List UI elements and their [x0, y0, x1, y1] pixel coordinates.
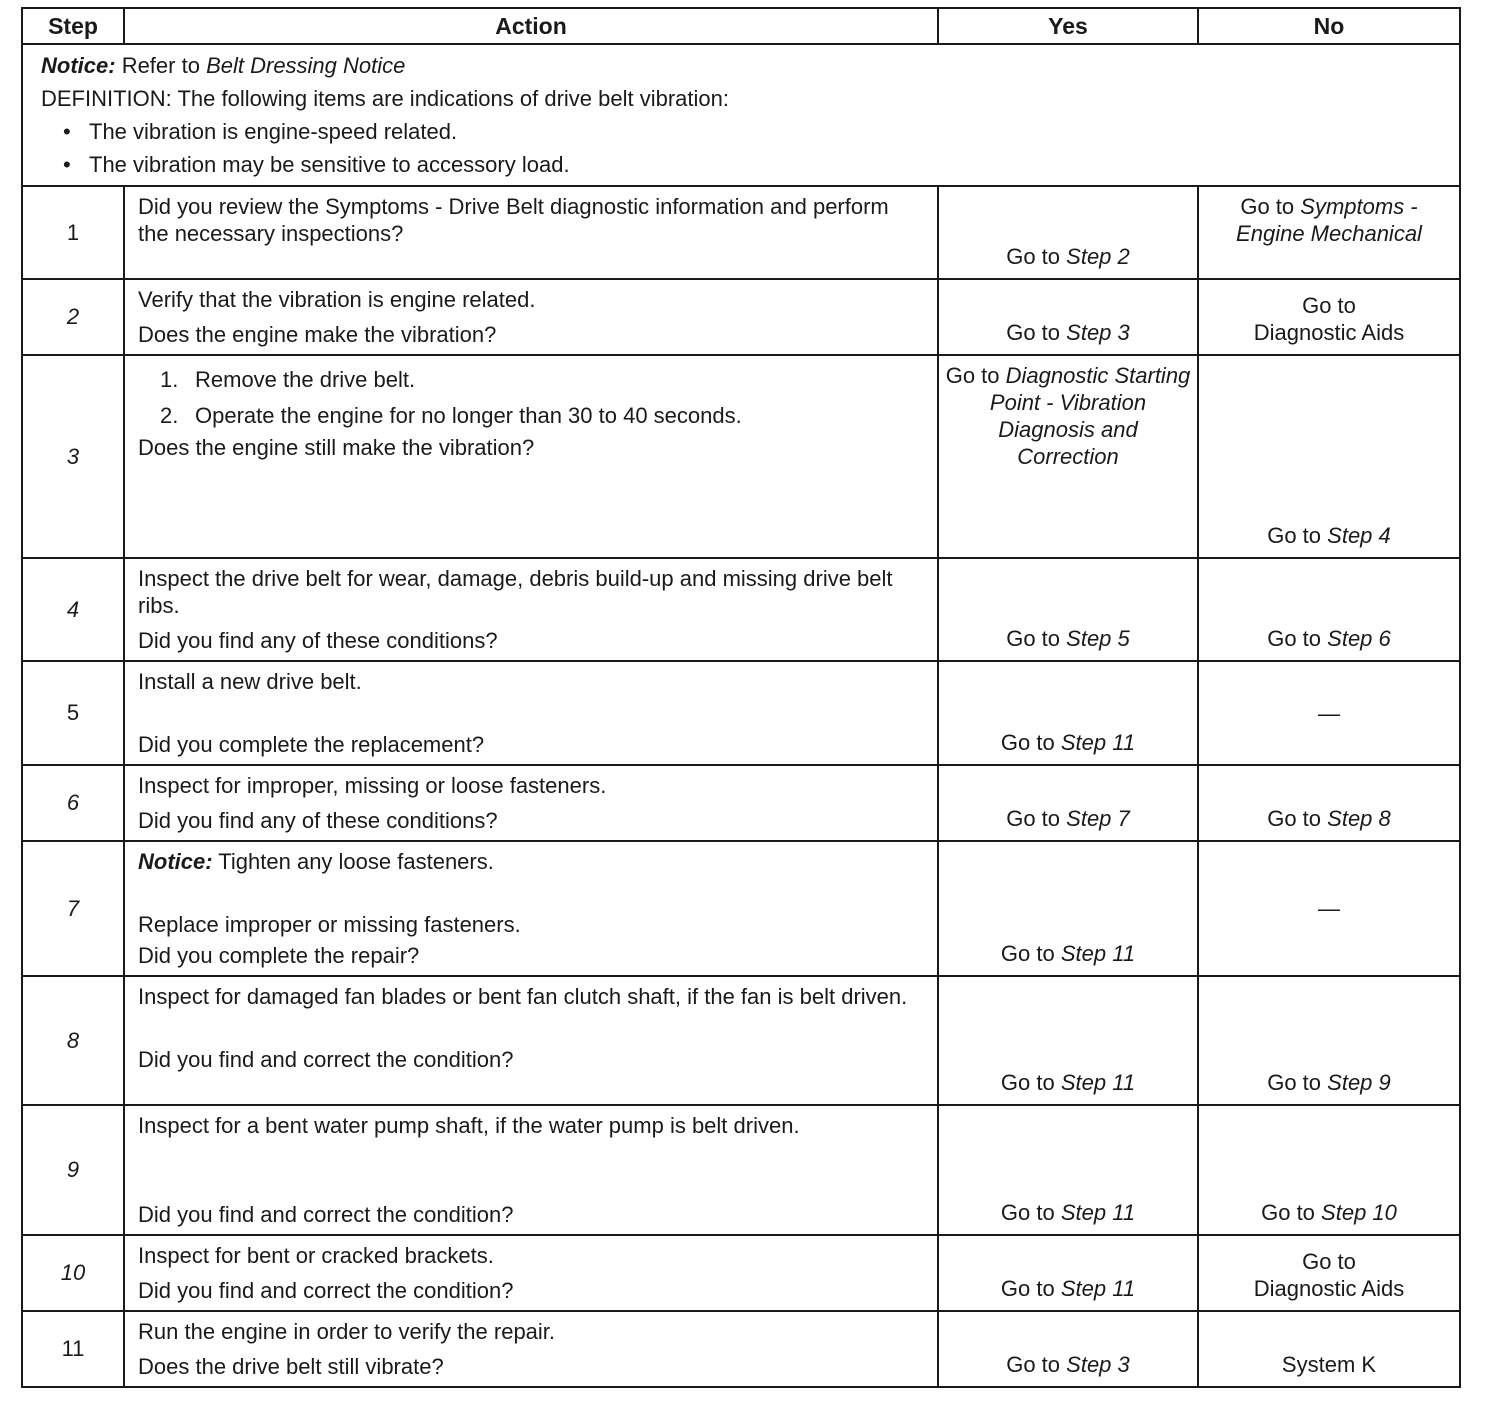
action-question: Does the engine still make the vibration? [138, 435, 535, 460]
notice-cell [22, 44, 1460, 186]
action-text: Inspect for a bent water pump shaft, if the water pump is belt driven. [138, 1113, 800, 1138]
no-prefix: Go to [1240, 194, 1295, 219]
step-number: 10 [22, 1235, 124, 1311]
yes-ref: Step 11 [1060, 1276, 1136, 1301]
action-cell [124, 661, 938, 765]
action-question: Did you find and correct the condition? [138, 1202, 514, 1227]
no-line2: Diagnostic Aids [1253, 1276, 1405, 1301]
action-text: Install a new drive belt. [138, 669, 362, 694]
step-number: 7 [22, 841, 124, 976]
no-ref: Step 10 [1321, 1200, 1397, 1225]
action-cell [124, 1235, 938, 1311]
yes-prefix: Go to [945, 363, 1000, 388]
action-cell [124, 186, 938, 279]
no-cell [1198, 765, 1460, 841]
no-prefix: Go to [1267, 523, 1322, 548]
action-question: Did you complete the repair? [138, 943, 420, 968]
table-row [22, 1235, 1460, 1311]
yes-cell [938, 1105, 1198, 1235]
header-yes: Yes [938, 8, 1198, 44]
action-text: Replace improper or missing fasteners. [138, 912, 521, 937]
no-prefix: Go to [1267, 806, 1322, 831]
step-number: 9 [22, 1105, 124, 1235]
table-row [22, 355, 1460, 558]
action-question: Did you find and correct the condition? [138, 1278, 514, 1303]
yes-cell [938, 1311, 1198, 1387]
action-cell [124, 976, 938, 1105]
table-row [22, 976, 1460, 1105]
yes-ref: Step 11 [1060, 1200, 1136, 1225]
no-ref: Step 6 [1327, 626, 1391, 651]
yes-ref: Step 7 [1066, 806, 1130, 831]
table-row [22, 765, 1460, 841]
step-number: 3 [22, 355, 124, 558]
yes-prefix: Go to [1000, 1070, 1055, 1095]
diagnostic-table [21, 7, 1461, 1388]
procedure-item: 1. Remove the drive belt. [160, 367, 416, 392]
action-cell [124, 355, 938, 558]
no-cell [1198, 355, 1460, 558]
table-row [22, 1311, 1460, 1387]
no-line1: Go to [1302, 293, 1356, 318]
yes-prefix: Go to [1006, 806, 1061, 831]
header-row [22, 8, 1460, 44]
notice-row [22, 44, 1460, 186]
no-cell [1198, 1105, 1460, 1235]
definition-list [41, 115, 1445, 181]
no-cell [1198, 1235, 1460, 1311]
action-text: Inspect for damaged fan blades or bent fan clutch shaft, if the fan is belt driven. [138, 984, 908, 1009]
no-cell: System K [1198, 1311, 1460, 1387]
step-number: 8 [22, 976, 124, 1105]
action-question: Did you complete the replacement? [138, 732, 485, 757]
no-cell: — [1198, 661, 1460, 765]
no-cell [1198, 279, 1460, 355]
header-step: Step [22, 8, 124, 44]
no-prefix: Go to [1267, 1070, 1322, 1095]
no-prefix: Go to [1261, 1200, 1315, 1225]
procedure-item: 2. Operate the engine for no longer than 30 to 40 seconds. [160, 403, 742, 428]
no-cell [1198, 186, 1460, 279]
notice-ref: Belt Dressing Notice [206, 53, 406, 78]
yes-prefix: Go to [1006, 320, 1061, 345]
no-ref: Symptoms - Engine Mechanical [1236, 194, 1422, 246]
yes-prefix: Go to [1000, 730, 1055, 755]
header-no: No [1198, 8, 1460, 44]
yes-ref: Step 3 [1066, 320, 1130, 345]
action-cell [124, 1105, 938, 1235]
notice-line [41, 49, 1445, 82]
step-number: 5 [22, 661, 124, 765]
table-row [22, 1105, 1460, 1235]
yes-cell [938, 1235, 1198, 1311]
step-number: 6 [22, 765, 124, 841]
action-text: Inspect the drive belt for wear, damage, debris build-up and missing drive belt ribs. [138, 566, 893, 618]
no-prefix: Go to [1267, 626, 1322, 651]
action-text: Did you review the Symptoms - Drive Belt diagnostic information and perform the necessary inspections? [138, 194, 889, 246]
action-question: Does the drive belt still vibrate? [138, 1354, 444, 1379]
yes-cell [938, 186, 1198, 279]
yes-cell [938, 355, 1198, 558]
action-cell [124, 1311, 938, 1387]
definition-text: DEFINITION: The following items are indications of drive belt vibration: [41, 86, 729, 111]
table-row [22, 558, 1460, 661]
no-cell [1198, 558, 1460, 661]
yes-ref: Step 5 [1066, 626, 1130, 651]
action-text: Verify that the vibration is engine related. [138, 287, 536, 312]
header-action: Action [124, 8, 938, 44]
action-cell [124, 279, 938, 355]
yes-prefix: Go to [1000, 941, 1055, 966]
yes-prefix: Go to [1006, 626, 1061, 651]
yes-cell [938, 558, 1198, 661]
action-text: Notice: Tighten any loose fasteners. [138, 849, 494, 874]
step-number: 2 [22, 279, 124, 355]
yes-cell [938, 279, 1198, 355]
yes-ref: Step 3 [1066, 1352, 1130, 1377]
action-question: Did you find any of these conditions? [138, 628, 498, 653]
action-text: Inspect for bent or cracked brackets. [138, 1243, 494, 1268]
step-number: 4 [22, 558, 124, 661]
step-number: 11 [22, 1311, 124, 1387]
notice-label: Notice: [138, 849, 213, 874]
yes-cell [938, 765, 1198, 841]
yes-ref: Step 11 [1060, 730, 1136, 755]
no-ref: Step 9 [1327, 1070, 1391, 1095]
no-ref: Step 4 [1327, 523, 1391, 548]
procedure-list [138, 362, 925, 434]
action-text: Inspect for improper, missing or loose fasteners. [138, 773, 607, 798]
no-cell: — [1198, 841, 1460, 976]
no-line2: Diagnostic Aids [1253, 320, 1405, 345]
no-cell [1198, 976, 1460, 1105]
yes-ref: Step 2 [1066, 244, 1130, 269]
action-question: Did you find and correct the condition? [138, 1047, 514, 1072]
definition-bullet: • The vibration may be sensitive to accessory load. [63, 148, 1445, 181]
notice-label: Notice: [41, 53, 116, 78]
yes-cell [938, 976, 1198, 1105]
table-row [22, 186, 1460, 279]
table-row [22, 279, 1460, 355]
notice-text: Refer to [121, 53, 200, 78]
yes-prefix: Go to [1000, 1200, 1055, 1225]
action-cell [124, 558, 938, 661]
action-cell [124, 841, 938, 976]
no-line1: Go to [1302, 1249, 1356, 1274]
action-question: Did you find any of these conditions? [138, 808, 498, 833]
no-ref: Step 8 [1327, 806, 1391, 831]
table-row [22, 661, 1460, 765]
yes-cell [938, 841, 1198, 976]
yes-prefix: Go to [1006, 1352, 1061, 1377]
yes-cell [938, 661, 1198, 765]
yes-prefix: Go to [1006, 244, 1061, 269]
yes-ref: Step 11 [1060, 941, 1136, 966]
yes-ref: Step 11 [1060, 1070, 1136, 1095]
yes-prefix: Go to [1000, 1276, 1055, 1301]
action-question: Does the engine make the vibration? [138, 322, 497, 347]
table-row [22, 841, 1460, 976]
yes-ref: Diagnostic Starting Point - Vibration Diagnosis and Correction [989, 363, 1191, 469]
definition-bullet: • The vibration is engine-speed related. [63, 115, 1445, 148]
step-number: 1 [22, 186, 124, 279]
action-text: Run the engine in order to verify the repair. [138, 1319, 556, 1344]
action-cell [124, 765, 938, 841]
